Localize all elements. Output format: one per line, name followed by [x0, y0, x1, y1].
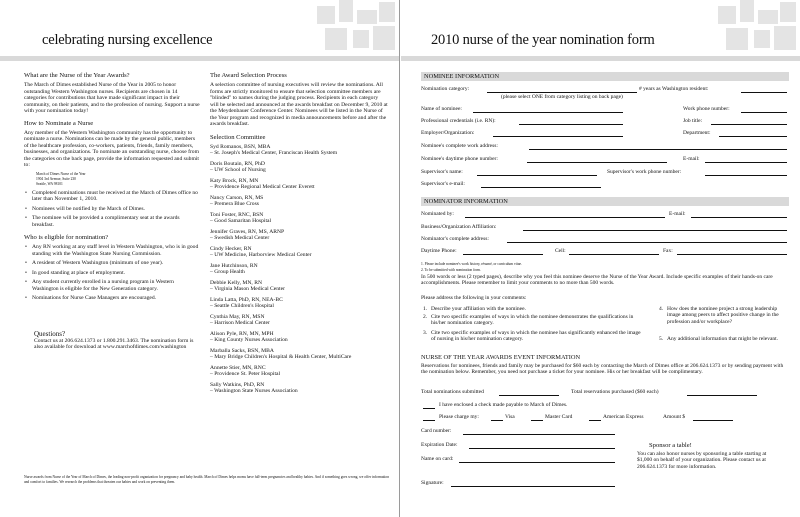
committee-member-affiliation: – Virginia Mason Medical Center — [210, 286, 285, 292]
comment-item — [423, 330, 643, 343]
cell-label: Cell: — [555, 248, 566, 254]
left-column-a — [24, 72, 200, 354]
how-heading: How to Nominate a Nurse — [24, 119, 94, 127]
committee-member — [210, 195, 388, 208]
note-2: 2. To be submitted with nomination form. — [421, 268, 481, 272]
name-on-card-field[interactable] — [459, 462, 615, 463]
mastercard-blank[interactable] — [531, 420, 543, 421]
signature-field[interactable] — [451, 486, 615, 487]
credentials-label: Professional credentials (i.e. RN): — [421, 118, 496, 124]
event-text: Reservations for nominees, friends and family may be purchased for $60 each by contacting the March of Dimes office at 206.624.1373 or by sending payment with the nomination below. Remember, you need not purchase a ticket for your nominee. His or her breakfast will be complimentary. — [421, 363, 784, 376]
employer-label: Employer/Organization: — [421, 130, 475, 136]
supervisor-email-field[interactable] — [481, 187, 601, 188]
supervisor-phone-label: Supervisor's work phone number: — [607, 169, 682, 175]
fax-field[interactable] — [677, 254, 787, 255]
supervisor-name-field[interactable] — [477, 175, 597, 176]
committee-member-name: Annette Stier, MN, RNC — [210, 364, 266, 371]
committee-member-affiliation: – UW Medicine, Harborview Medical Center — [210, 252, 312, 258]
charge-label: Please charge my: — [439, 414, 479, 420]
committee-member — [210, 178, 388, 191]
committee-list — [210, 144, 388, 395]
nominee-email-field[interactable] — [705, 162, 787, 163]
daytime-phone-field[interactable] — [527, 162, 667, 163]
category-label: Nomination category: — [421, 86, 470, 92]
questions-heading: Questions? — [34, 329, 66, 338]
left-header-title: celebrating nursing excellence — [42, 32, 213, 48]
visa-blank[interactable] — [491, 420, 503, 421]
department-field[interactable] — [719, 136, 787, 137]
comment-item — [659, 306, 787, 325]
committee-member — [210, 212, 388, 225]
committee-member-name: Alison Pyle, RN, MN, MPH — [210, 330, 274, 337]
supervisor-email-label: Supervisor's e-mail: — [421, 181, 465, 187]
what-heading: What are the Nurse of the Year Awards? — [24, 72, 130, 79]
amount-field[interactable] — [693, 420, 733, 421]
header-band — [0, 56, 399, 61]
committee-member-affiliation: – St. Joseph's Medical Center, Franciscan Health System — [210, 150, 338, 156]
total-reservations-field[interactable] — [687, 395, 757, 396]
event-section-heading: NURSE OF THE YEAR AWARDS EVENT INFORMATION — [421, 354, 581, 361]
comment-item-text: Cite two specific examples of ways in which the nominee demonstrates the qualifications in his/her nomination category. — [431, 314, 634, 327]
committee-member — [210, 229, 388, 242]
nominator-email-label: E-mail: — [669, 211, 686, 217]
employer-field[interactable] — [493, 136, 623, 137]
expiration-field[interactable] — [469, 448, 615, 449]
nominator-email-field[interactable] — [691, 217, 787, 218]
list-item: • In good standing at place of employment. — [24, 270, 200, 277]
comment-item — [423, 314, 643, 327]
total-nominations-label: Total nominations submitted — [421, 389, 484, 395]
list-item: • The nominee will be provided a complimentary seat at the awards breakfast. — [24, 215, 200, 228]
total-nominations-field[interactable] — [499, 395, 559, 396]
mailing-address — [36, 172, 200, 187]
check-enclosed-blank[interactable] — [423, 408, 435, 409]
committee-member-name: Cindy Hecker, RN — [210, 245, 252, 252]
list-item: • Nominations for Nurse Case Managers are encouraged. — [24, 295, 200, 302]
comment-item-number: 3. — [423, 330, 428, 336]
years-label: # years as Washington resident: — [639, 86, 709, 92]
committee-member — [210, 331, 388, 344]
committee-member-affiliation: – Swedish Medical Center — [210, 235, 270, 241]
committee-member — [210, 280, 388, 293]
committee-member-name: Doris Boutain, RN, PhD — [210, 160, 265, 167]
department-label: Department: — [683, 130, 711, 136]
amount-label: Amount $ — [663, 414, 686, 420]
committee-member — [210, 161, 388, 174]
nominator-section-heading: NOMINATOR INFORMATION — [421, 197, 789, 206]
committee-member-name: Katy Brock, RN, MN — [210, 177, 259, 184]
list-item: • Nominees will be notified by the March of Dimes. — [24, 206, 200, 213]
process-text: A selection committee of nursing executives will review the nominations. All forms are strictly monitored to ensure that selection committee members are "blinded" to names during the judging process. Recipients in each category will be selected and announced at the awards breakfast on December 9, 2010 at the Meydenbauer Conference Center. Nominees will be listed in the Nurse of the Year program and recognized in media announcements before and after the awards breakfast. — [210, 82, 388, 127]
instructions-text: In 500 words or less (2 typed pages), describe why you feel this nominee deserve the Nurse of the Year Award. Include specific examples of their hands-on care accomplishments. Please remember to limit your comments to no more than 500 words. — [421, 274, 773, 287]
total-reservations-label: Total reservations purchased ($60 each) — [571, 389, 659, 395]
committee-member — [210, 314, 388, 327]
comment-item-number: 5. — [659, 336, 664, 342]
committee-heading: Selection Committee — [210, 133, 266, 141]
committee-member — [210, 297, 388, 310]
comment-item-number: 4. — [659, 306, 664, 312]
nominator-address-field[interactable] — [507, 242, 787, 243]
committee-member-name: Cynthia May, RN, MSN — [210, 313, 265, 320]
committee-member-affiliation: – Harrison Medical Center — [210, 320, 270, 326]
list-item: • A resident of Western Washington (minimum of one year). — [24, 260, 200, 267]
name-on-card-label: Name on card: — [421, 456, 454, 462]
address-line: March of Dimes Nurse of the Year — [36, 171, 86, 176]
visa-label: Visa — [505, 414, 515, 420]
committee-member-affiliation: – Mary Bridge Children's Hospital & Health Center, MultiCare — [210, 354, 352, 360]
header-band — [401, 56, 800, 61]
committee-member — [210, 382, 388, 395]
signature-label: Signature: — [421, 480, 444, 486]
nominee-name-label: Name of nominee: — [421, 106, 462, 112]
committee-member — [210, 246, 388, 259]
comment-item-number: 1. — [423, 306, 428, 312]
header-decoration — [708, 0, 800, 56]
mastercard-label: Master Card — [545, 414, 573, 420]
daytime-field[interactable] — [463, 254, 543, 255]
card-number-label: Card number: — [421, 428, 452, 434]
daytime-label: Daytime Phone: — [421, 248, 457, 254]
committee-member-name: Debbie Kelly, MN, RN — [210, 279, 262, 286]
committee-member-affiliation: – King County Nurses Association — [210, 337, 288, 343]
committee-member-affiliation: – Providence Regional Medical Center Everett — [210, 184, 315, 190]
committee-member-name: Syd Romanos, BSN, MBA — [210, 143, 271, 150]
committee-member-affiliation: – Washington State Nurses Association — [210, 388, 298, 394]
work-address-label: Nominee's complete work address: — [421, 143, 498, 149]
address-prompt: Please address the following in your comments: — [421, 295, 527, 301]
questions-text: Contact us at 206.624.1373 or 1.800.291.3463. The nomination form is also available for download at www.marchofdimes.com/washington — [34, 337, 194, 350]
committee-member — [210, 348, 388, 361]
nominated-by-field[interactable] — [465, 217, 665, 218]
committee-member-affiliation: – Premera Blue Cross — [210, 201, 259, 207]
amex-label: American Express — [603, 414, 644, 420]
list-item: • Any RN working at any staff level in Western Washington, who is in good standing with the Washington State Nursing Commission. — [24, 244, 200, 257]
committee-member-affiliation: – Group Health — [210, 269, 245, 275]
address-line: 1904 3rd Avenue, Suite 230 — [36, 176, 76, 181]
committee-member-affiliation: – UW School of Nursing — [210, 167, 266, 173]
right-page — [401, 0, 800, 517]
comment-item-text: Describe your affiliation with the nominee. — [431, 306, 526, 312]
right-header-title: 2010 nurse of the year nomination form — [431, 32, 655, 48]
committee-member-name: Linda Latta, PhD, RN, NEA-BC — [210, 296, 283, 303]
committee-member-affiliation: – Seattle Children's Hospital — [210, 303, 274, 309]
committee-member — [210, 365, 388, 378]
committee-member-name: Marballa Sacks, BSN, MBA — [210, 347, 274, 354]
category-hint: (please select ONE from category listing on back page) — [501, 94, 623, 100]
job-title-field[interactable] — [711, 124, 787, 125]
nominee-section-heading: NOMINEE INFORMATION — [421, 72, 789, 81]
who-heading: Who is eligible for nomination? — [24, 234, 109, 241]
committee-member-name: Jane Hutchinson, RN — [210, 262, 258, 269]
who-bullets — [24, 244, 200, 302]
list-item: • Completed nominations must be received at the March of Dimes office no later than November 1, 2010. — [24, 190, 200, 203]
comment-item-number: 2. — [423, 314, 428, 320]
how-text: Any member of the Western Washington community has the opportunity to nominate a nurse. Nominations can be made by the general public, members of the healthcare profession, co-workers, patients, friends, family members, businesses, and organizations. To nominate an outstanding nurse, choose from the categories on the back page, provide the information requested and submit to: — [24, 129, 199, 168]
years-field[interactable] — [741, 92, 787, 93]
supervisor-phone-field[interactable] — [705, 175, 787, 176]
nominated-by-label: Nominated by: — [421, 211, 454, 217]
fax-label: Fax: — [663, 248, 673, 254]
footnote: Nurse awards from Nurse of the Year of March of Dimes, the leading non-profit organization for pregnancy and baby health. March of Dimes helps moms have full-term pregnancies and healthy babies. And if something goes wrong, we offer information and comfort to families. We research the problems that threaten our babies and work on preventing them. — [24, 475, 390, 484]
business-field[interactable] — [523, 230, 787, 231]
committee-member — [210, 144, 388, 157]
work-phone-label: Work phone number: — [683, 106, 730, 112]
work-phone-field[interactable] — [741, 112, 787, 113]
comment-item-text: Cite two specific examples of ways in which the nominee has significantly enhanced the image of nursing in his/her nomination category. — [431, 330, 641, 343]
daytime-phone-label: Nominee's daytime phone number: — [421, 156, 498, 162]
expiration-label: Expiration Date: — [421, 442, 458, 448]
amex-blank[interactable] — [589, 420, 601, 421]
committee-member-name: Toni Foster, RNC, BSN — [210, 211, 264, 218]
comment-item — [659, 336, 787, 342]
supervisor-name-label: Supervisor's name: — [421, 169, 463, 175]
committee-member-name: Nancy Carson, RN, MS — [210, 194, 264, 201]
comment-item-text: Any additional information that might be relevant. — [667, 336, 779, 342]
committee-member-affiliation: – Providence St. Peter Hospital — [210, 371, 281, 377]
charge-blank[interactable] — [423, 420, 435, 421]
nominator-address-label: Nominator's complete address: — [421, 236, 489, 242]
check-enclosed-label: I have enclosed a check made payable to March of Dimes. — [439, 402, 568, 408]
sponsor-heading: Sponsor a table! — [649, 442, 692, 449]
header-decoration — [307, 0, 399, 56]
category-field[interactable] — [487, 92, 637, 93]
committee-member-name: Jennifer Graves, RN, MS, ARNP — [210, 228, 285, 235]
comment-item-text: How does the nominee project a strong leadership image among peers to affect positive change in the profession and/or workplace? — [667, 306, 779, 325]
address-line: Seattle, WA 98101 — [36, 181, 63, 186]
work-address-field[interactable] — [529, 149, 787, 150]
comment-item — [423, 306, 643, 312]
how-bullets — [24, 190, 200, 229]
committee-member-affiliation: – Good Samaritan Hospital — [210, 218, 272, 224]
process-heading: The Award Selection Process — [210, 72, 287, 79]
business-label: Business/Organization Affiliation: — [421, 224, 497, 230]
list-item: • Any student currently enrolled in a nursing program in Western Washington is eligible for the New Generation category. — [24, 279, 200, 292]
card-number-field[interactable] — [463, 434, 615, 435]
sponsor-text: You can also honor nurses by sponsoring a table starting at $1,000 on behalf of your organization. Please contact us at 206.624.1373 for more information. — [637, 451, 767, 470]
committee-member-name: Sally Watkins, PhD, RN — [210, 381, 265, 388]
nominee-name-field[interactable] — [473, 112, 623, 113]
cell-field[interactable] — [569, 254, 659, 255]
right-header — [401, 0, 800, 68]
left-header — [0, 0, 399, 68]
note-1: 1. Please include nominee's work history, résumé, or curriculum vitae. — [421, 262, 522, 266]
left-column-b — [210, 72, 388, 399]
committee-member — [210, 263, 388, 276]
job-title-label: Job title: — [683, 118, 703, 124]
what-text: The March of Dimes established Nurse of the Year in 2005 to honor outstanding Western Washington nurses. Recipients are chosen in 14 categories for contributions that have made significant impact in their community, on their patients, and to the profession of nursing. Support a nurse with your nomination today! — [24, 82, 200, 114]
credentials-field[interactable] — [519, 124, 623, 125]
nominee-email-label: E-mail: — [683, 156, 700, 162]
